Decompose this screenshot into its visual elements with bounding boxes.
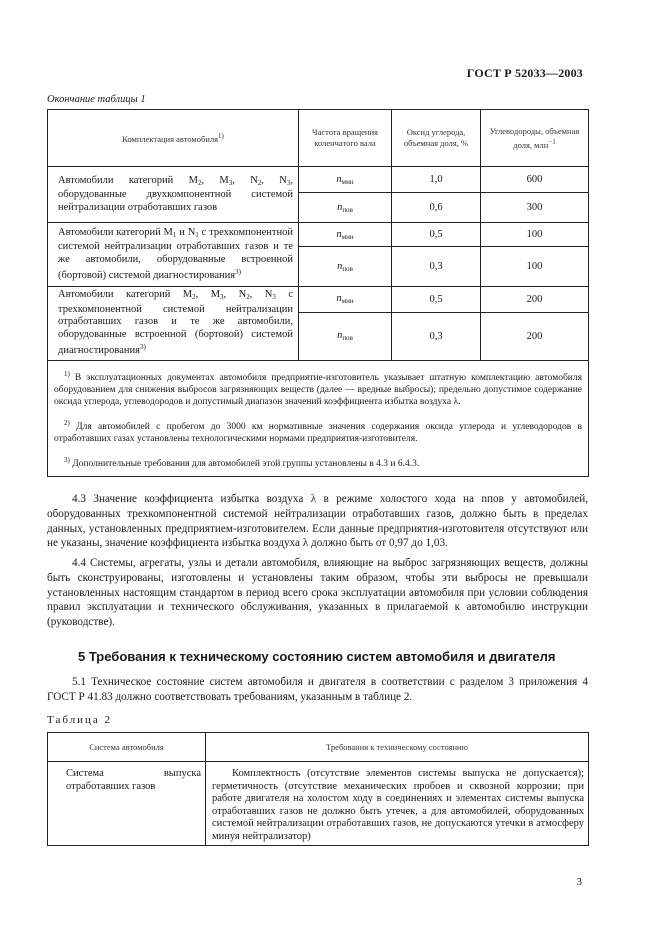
table1-co-value: 1,0: [392, 167, 481, 193]
table1-speed-npov: nпов: [299, 247, 392, 287]
table1-co-value: 0,5: [392, 287, 481, 313]
table1-co-value: 0,5: [392, 223, 481, 247]
table1-header-speed: Частота вращения коленчатого вала: [299, 110, 392, 167]
table1-hc-value: 100: [481, 223, 589, 247]
table1-row-description: Автомобили категорий M2, M3, N2, N3 с трехкомпонентной системой нейтрализации отработавших газов и те же автомобили, оборудованные встроенной (бортовой) системой диагностирования$^{3)}$: [48, 287, 299, 361]
table1-row-description: Автомобили категорий M1 и N1 с трехкомпонентной системой нейтрализации отработавших газов и те же автомобили, оборудованные встроенной (бортовой) системой диагностирования$^{3)}$: [48, 223, 299, 287]
table1-speed-nmin: nмин: [299, 167, 392, 193]
table1-header-co: Оксид углерода, объемная доля, %: [392, 110, 481, 167]
table1-co-value: 0,3: [392, 312, 481, 360]
paragraph-4-4: 4.4 Системы, агрегаты, узлы и детали автомобиля, влияющие на выброс загрязняющих веществ, должны быть сконструированы, изготовлены и установлены таким образом, чтобы эти выбросы не превышали установленных настоящим стандартом в период всего срока эксплуатации автомобиля при условии соблюдения правил эксплуатации и технического обслуживания, указанных в прилагаемой к автомобилю инструкции (руководстве).: [47, 557, 588, 629]
footnote: $^{1)}$ В эксплуатационных документах автомобиля предприятие-изготовитель указывает штатную комплектацию автомобиля оборудованием для снижения выбросов загрязняющих веществ (далее — вредные выбросы); предельно допустимое содержание оксида углерода, углеводородов и допустимый диапазон значений коэффициента избытка воздуха λ.: [54, 369, 582, 407]
paragraph-5-1: 5.1 Техническое состояние систем автомобиля и двигателя в соответствии с разделом 3 приложения 4 ГОСТ Р 41.83 должно соответствовать требованиям, указанным в таблице 2.: [47, 676, 588, 703]
table1-speed-nmin: nмин: [299, 223, 392, 247]
table1-speed-npov: nпов: [299, 312, 392, 360]
table2-system-cell: Система выпуска отработавших газов: [48, 762, 206, 846]
table1-co-value: 0,3: [392, 247, 481, 287]
table1-header-hc: Углеводороды, объемная доля, млн$^{-1}$: [481, 110, 589, 167]
table1-co-value: 0,6: [392, 193, 481, 223]
table1-hc-value: 100: [481, 247, 589, 287]
table1-header-kit: Комплектация автомобиля$^{1)}$: [48, 110, 299, 167]
table2-requirement-cell: Комплектность (отсутствие элементов системы выпуска не допускается); герметичность (отсутствие механических пробоев и сквозной коррозии; при работе двигателя на холостом ходу в соединениях и элементах системы выпуска отработавших газов не должно быть утечек, а для автомобилей, оборудованных системой нейтрализации отработавших газов, не допускаются утечки в атмосферу минуя нейтрализатор): [206, 762, 589, 846]
table1-hc-value: 600: [481, 167, 589, 193]
table1-speed-npov: nпов: [299, 193, 392, 223]
table1-hc-value: 300: [481, 193, 589, 223]
footnote: $^{3)}$ Дополнительные требования для автомобилей этой группы установлены в 4.3 и 6.4.3.: [64, 455, 420, 469]
table1: [47, 109, 589, 477]
table1-hc-value: 200: [481, 312, 589, 360]
table2-caption: Таблица 2: [47, 714, 113, 726]
table1-row-description: Автомобили категорий M2, M3, N2, N3, оборудованные двухкомпонентной системой нейтрализации отработавших газов: [48, 167, 299, 223]
table2: [47, 732, 589, 846]
table2-header-requirements: Требования к техническому состоянию: [206, 733, 589, 762]
standard-header: ГОСТ Р 52033—2003: [466, 66, 583, 80]
table1-speed-nmin: nмин: [299, 287, 392, 313]
paragraph-4-3: 4.3 Значение коэффициента избытка воздуха λ в режиме холостого хода на nпов у автомобилей, оборудованных трехкомпонентной системой нейтрализации отработавших газов, должно быть в пределах данных, установленных предприятием-изготовителем. Если данные предприятия-изготовителя отсутствуют или не указаны, значение коэффициента избытка воздуха λ должно быть от 0,97 до 1,03.: [47, 493, 588, 550]
section-5-title: 5 Требования к техническому состоянию систем автомобиля и двигателя: [78, 649, 556, 664]
footnote: $^{2)}$ Для автомобилей с пробегом до 3000 км нормативные значения содержания оксида углерода и углеводородов в отработавших газах установлены технологическими нормами предприятия-изготовителя.: [54, 418, 583, 444]
table1-footnotes: [48, 360, 589, 476]
table1-caption: Окончание таблицы 1: [47, 94, 146, 105]
page-number: 3: [576, 876, 582, 888]
table2-header-system: Система автомобиля: [48, 733, 206, 762]
table1-hc-value: 200: [481, 287, 589, 313]
